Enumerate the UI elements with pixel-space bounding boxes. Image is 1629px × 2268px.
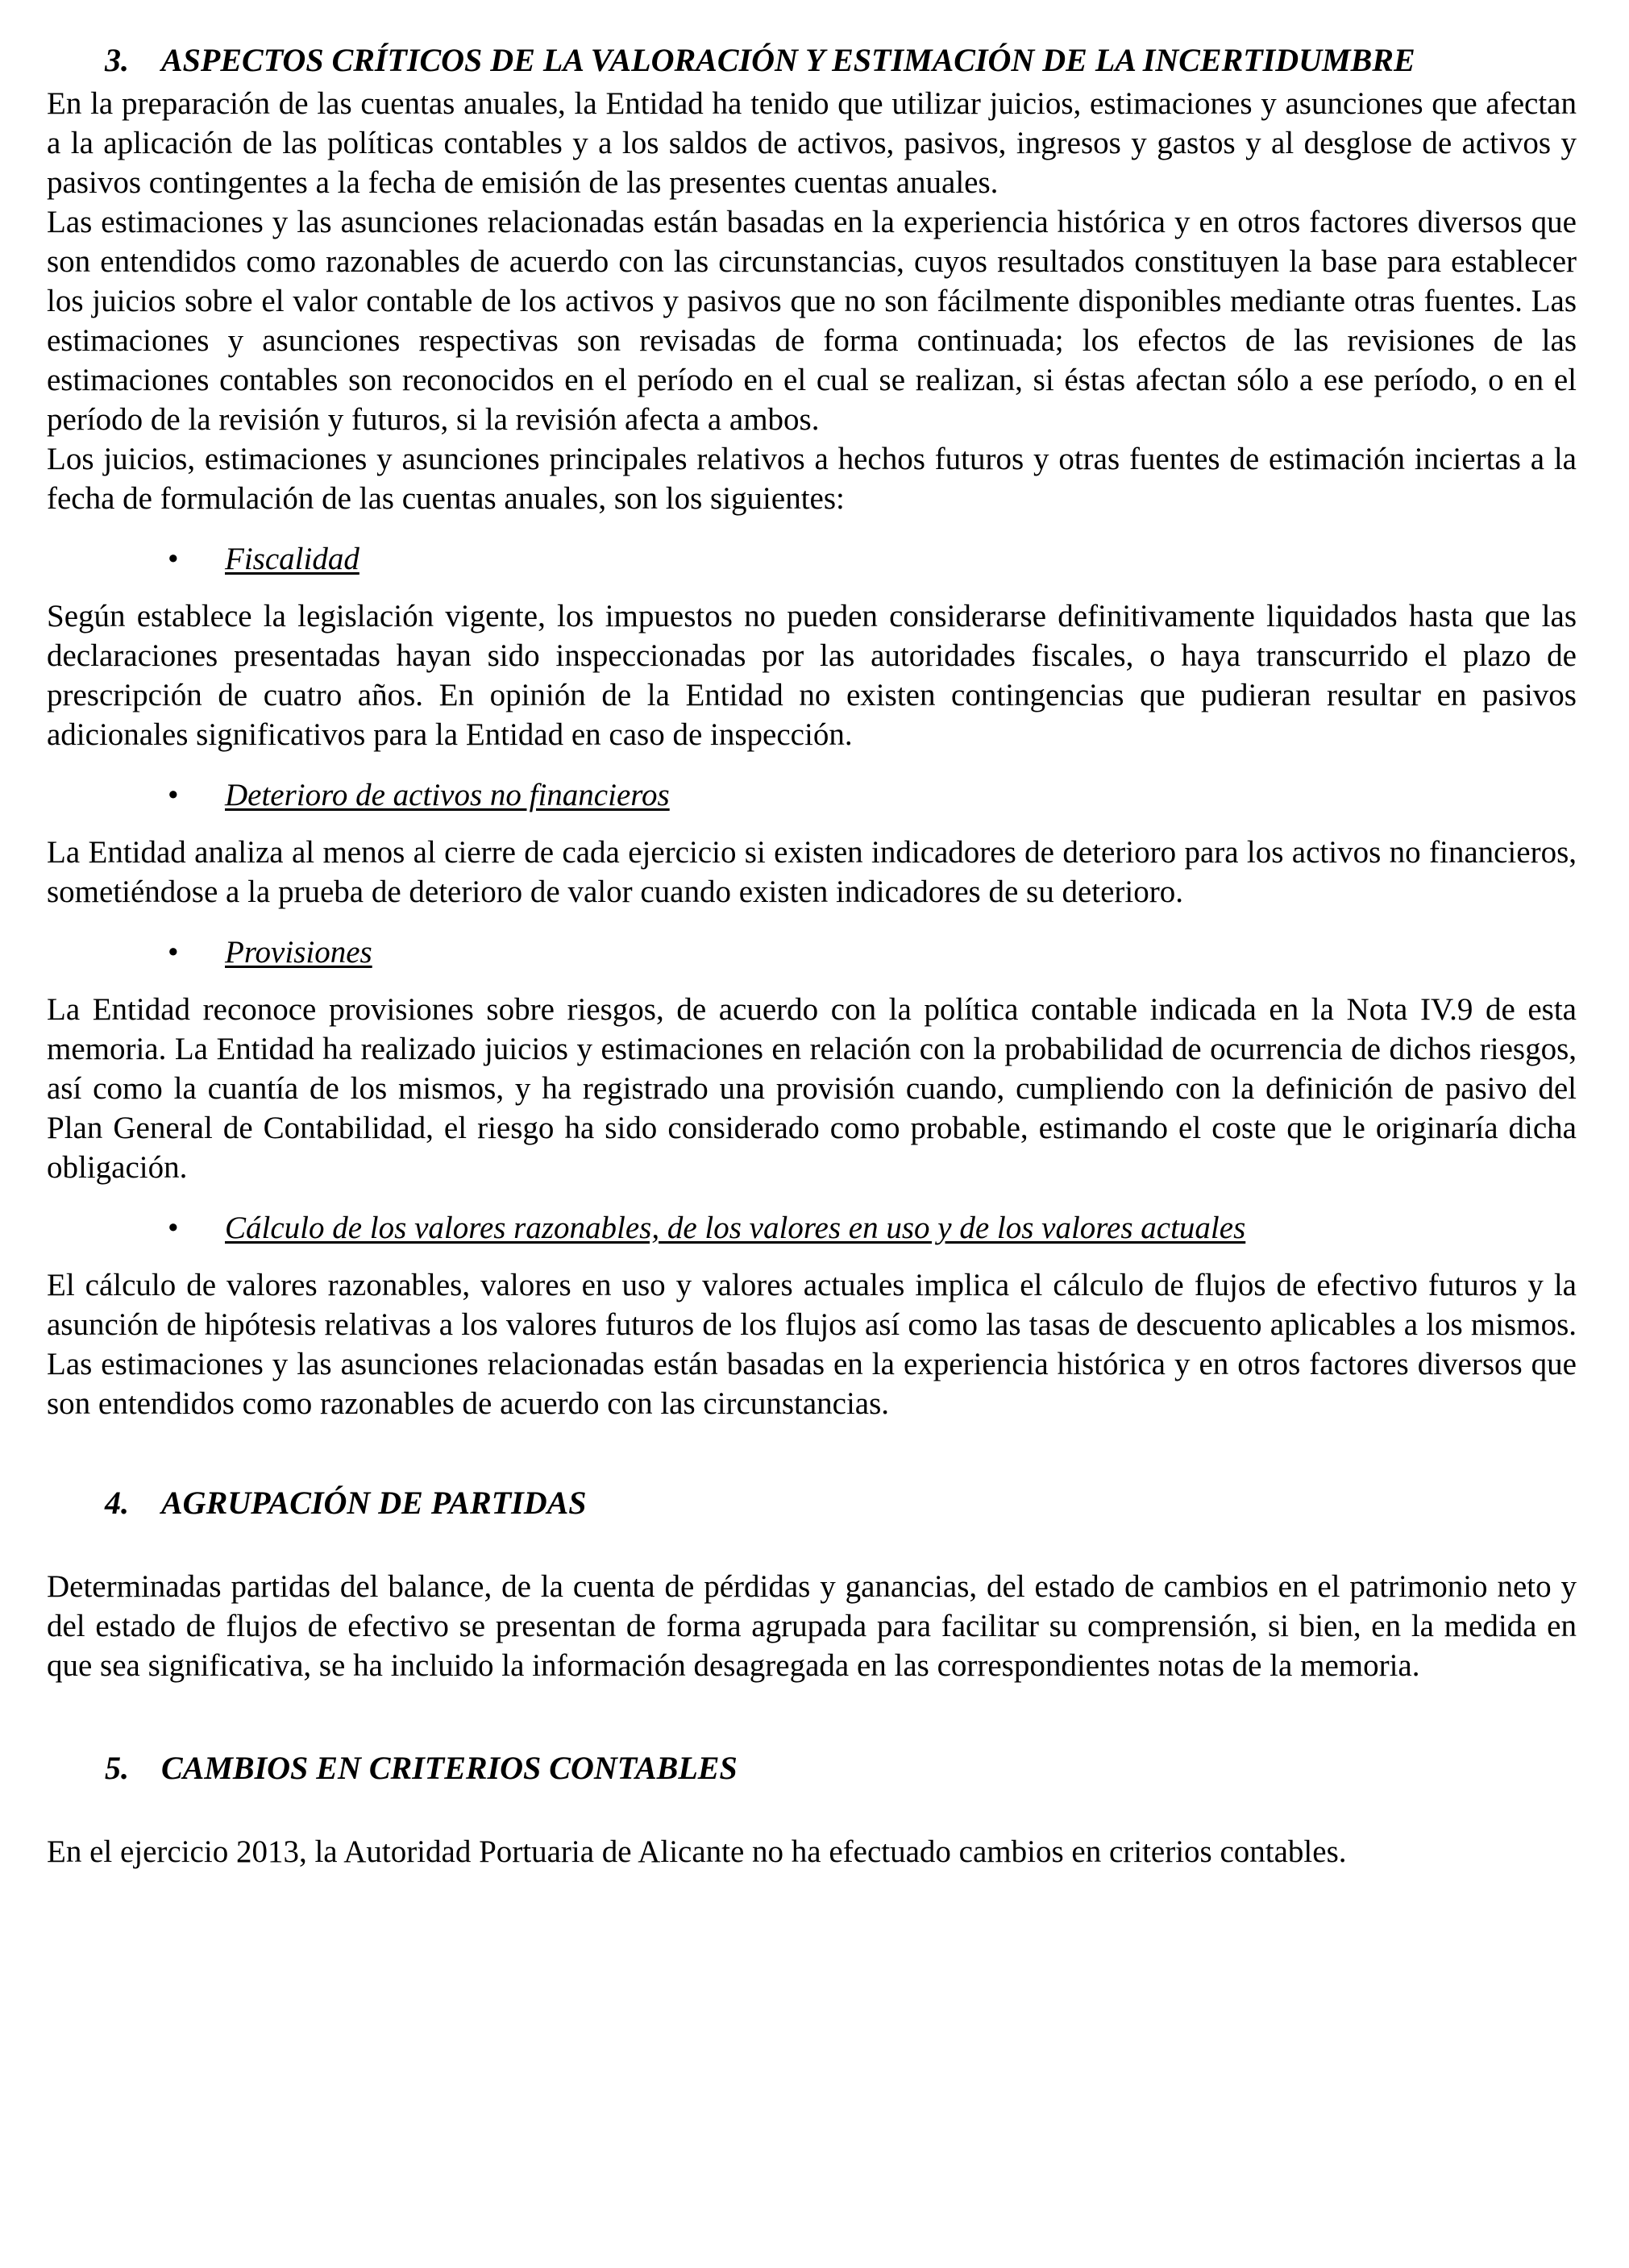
section-5-heading: [47, 1747, 1577, 1790]
bullet-label-calculo-valores: Cálculo de los valores razonables, de los valores en uso y de los valores actuales: [225, 1211, 1246, 1245]
bullet-provisiones: [47, 933, 1577, 972]
section-3-paragraph-3: Los juicios, estimaciones y asunciones principales relativos a hechos futuros y otras fuentes de estimación inciertas a la fecha de formulación de las cuentas anuales, son los siguientes:: [47, 442, 1577, 516]
bullet-label-deterioro: Deterioro de activos no financieros: [225, 778, 670, 812]
section-5-paragraph-1: En el ejercicio 2013, la Autoridad Portuaria de Alicante no ha efectuado cambios en criterios contables.: [47, 1834, 1347, 1869]
bullet-icon: •: [168, 778, 179, 812]
bullet-icon: •: [168, 542, 179, 576]
section-3-title: ASPECTOS CRÍTICOS DE LA VALORACIÓN Y ESTIMACIÓN DE LA INCERTIDUMBRE: [161, 42, 1415, 78]
document-page: [47, 39, 1577, 1871]
bullet-fiscalidad: [47, 539, 1577, 579]
section-4-paragraph-1: Determinadas partidas del balance, de la cuenta de pérdidas y ganancias, del estado de cambios en el patrimonio neto y del estado de flujos de efectivo se presentan de forma agrupada para facilitar su comprensión, si bien, en la medida en que sea significativa, se ha incluido la información desagregada en las correspondientes notas de la memoria.: [47, 1569, 1577, 1683]
paragraph-fiscalidad: Según establece la legislación vigente, los impuestos no pueden considerarse definitivamente liquidados hasta que las declaraciones presentadas hayan sido inspeccionadas por las autoridades fiscales, o haya transcurrido el plazo de prescripción de cuatro años. En opinión de la Entidad no existen contingencias que pudieran resultar en pasivos adicionales significativos para la Entidad en caso de inspección.: [47, 599, 1577, 752]
section-5-number: 5.: [105, 1750, 129, 1786]
paragraph-deterioro: La Entidad analiza al menos al cierre de cada ejercicio si existen indicadores de deterioro para los activos no financieros, sometiéndose a la prueba de deterioro de valor cuando existen indicadores de su deterioro.: [47, 835, 1577, 909]
bullet-icon: •: [168, 1211, 179, 1245]
section-3-number: 3.: [105, 42, 129, 78]
section-5-title: CAMBIOS EN CRITERIOS CONTABLES: [161, 1750, 738, 1786]
paragraph-provisiones: La Entidad reconoce provisiones sobre riesgos, de acuerdo con la política contable indicada en la Nota IV.9 de esta memoria. La Entidad ha realizado juicios y estimaciones en relación con la probabilidad de ocurrencia de dichos riesgos, así como la cuantía de los mismos, y ha registrado una provisión cuando, cumpliendo con la definición de pasivo del Plan General de Contabilidad, el riesgo ha sido considerado como probable, estimando el coste que le originaría dicha obligación.: [47, 992, 1577, 1185]
section-4-heading: [47, 1481, 1577, 1525]
section-4-number: 4.: [105, 1485, 129, 1521]
section-3-paragraph-1: En la preparación de las cuentas anuales, la Entidad ha tenido que utilizar juicios, estimaciones y asunciones que afectan a la aplicación de las políticas contables y a los saldos de activos, pasivos, ingresos y gastos y al desglose de activos y pasivos contingentes a la fecha de emisión de las presentes cuentas anuales.: [47, 86, 1577, 200]
section-3-paragraph-2: Las estimaciones y las asunciones relacionadas están basadas en la experiencia histórica y en otros factores diversos que son entendidos como razonables de acuerdo con las circunstancias, cuyos resultados constituyen la base para establecer los juicios sobre el valor contable de los activos y pasivos que no son fácilmente disponibles mediante otras fuentes. Las estimaciones y asunciones respectivas son revisadas de forma continuada; los efectos de las revisiones de las estimaciones contables son reconocidos en el período en el cual se realizan, si éstas afectan sólo a ese período, o en el período de la revisión y futuros, si la revisión afecta a ambos.: [47, 205, 1577, 437]
bullet-calculo-valores: [47, 1208, 1577, 1248]
paragraph-calculo-valores: El cálculo de valores razonables, valores en uso y valores actuales implica el cálculo de flujos de efectivo futuros y la asunción de hipótesis relativas a los valores futuros de los flujos así como las tasas de descuento aplicables a los mismos. Las estimaciones y las asunciones relacionadas están basadas en la experiencia histórica y en otros factores diversos que son entendidos como razonables de acuerdo con las circunstancias.: [47, 1268, 1577, 1421]
section-3-heading: [47, 39, 1577, 82]
bullet-icon: •: [168, 935, 179, 970]
section-4-title: AGRUPACIÓN DE PARTIDAS: [161, 1485, 587, 1521]
bullet-deterioro: [47, 775, 1577, 815]
bullet-label-fiscalidad: Fiscalidad: [225, 542, 359, 576]
bullet-label-provisiones: Provisiones: [225, 935, 372, 970]
